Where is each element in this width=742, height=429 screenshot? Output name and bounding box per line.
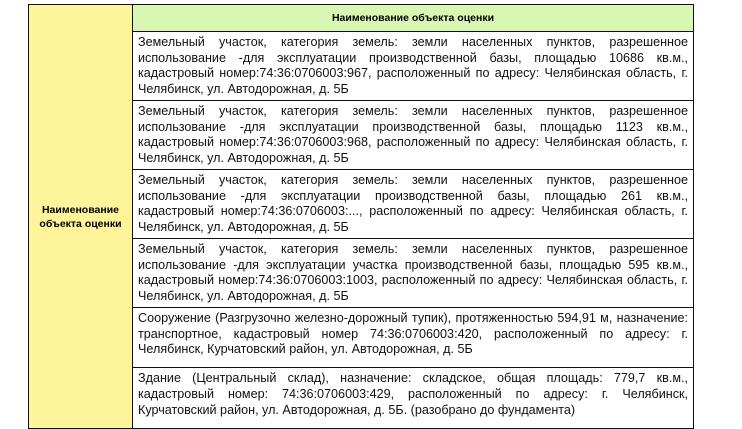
object-row-5: Сооружение (Разгрузочно железно-дорожный тупик), протяженностью 594,91 м, назначение: транспортное, кадастровый номер 74:36:0706003:420, расположенный по адресу: г. Челябинск, Курчатовский район, ул. Автодорожная, д. 5Б: [133, 307, 694, 367]
valuation-table-sheet: [28, 4, 694, 429]
column-header-cell: Наименование объекта оценки: [133, 5, 694, 32]
row-header-cell: Наименование объекта оценки: [29, 5, 133, 429]
object-row-3: Земельный участок, категория земель: земли населенных пунктов, разрешенное использование -для эксплуатации производственной базы, площадью 261 кв.м., кадастровый номер:74:36:0706003:..., расположенный по адресу: Челябинская область, г. Челябинск, ул. Автодорожная, д. 5Б: [133, 170, 694, 239]
object-row-4: Земельный участок, категория земель: земли населенных пунктов, разрешенное использование -для эксплуатации участка производственной базы, площадью 595 кв.м., кадастровый номер:74:36:0706003:1003, расположенный по адресу: Челябинская область, г. Челябинск, ул. Автодорожная, д. 5Б: [133, 239, 694, 308]
object-row-6: Здание (Центральный склад), назначение: складское, общая площадь: 779,7 кв.м., кадастровый номер: 74:36:0706003:429, расположенный по адресу: г. Челябинск, Курчатовский район, ул. Автодорожная, д. 5Б. (разобрано до фундамента): [133, 368, 694, 429]
object-row-1: Земельный участок, категория земель: земли населенных пунктов, разрешенное использование -для эксплуатации производственной базы, площадью 10686 кв.м., кадастровый номер:74:36:0706003:967, расположенный по адресу: Челябинская область, г. Челябинск, ул. Автодорожная, д. 5Б: [133, 32, 694, 101]
object-row-2: Земельный участок, категория земель: земли населенных пунктов, разрешенное использование -для эксплуатации производственной базы, площадью 1123 кв.м., кадастровый номер:74:36:0706003:968, расположенный по адресу: Челябинская область, г. Челябинск, ул. Автодорожная, д. 5Б: [133, 101, 694, 170]
valuation-table: [28, 4, 694, 429]
